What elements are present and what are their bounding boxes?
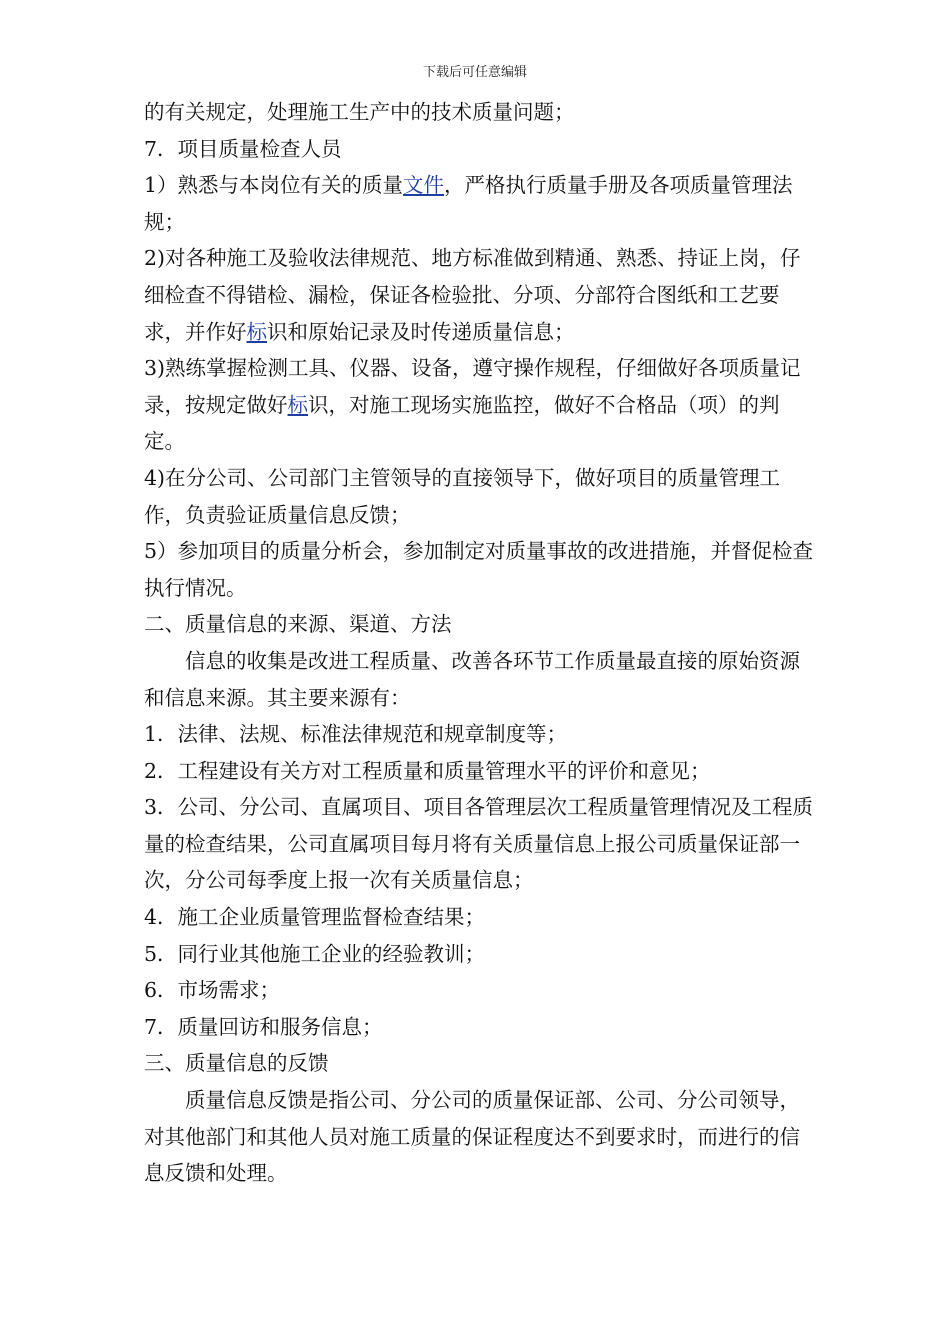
list-item: 4．施工企业质量管理监督检查结果； <box>144 905 486 930</box>
paragraph <box>144 240 814 350</box>
link-wenjian[interactable]: 文件 <box>403 173 445 198</box>
paragraph-text: 3)熟练掌握检测工具、仪器、设备，遵守操作规程，仔细做好各项质量记录，按规定做好 <box>144 356 801 417</box>
link-biao[interactable]: 标 <box>287 392 308 417</box>
list-item: 1．法律、法规、标准法律规范和规章制度等； <box>144 722 568 747</box>
paragraph: 5）参加项目的质量分析会，参加制定对质量事故的改进措施，并督促检查执行情况。 <box>144 539 814 600</box>
paragraph <box>144 350 814 460</box>
paragraph: 质量信息反馈是指公司、分公司的质量保证部、公司、分公司领导，对其他部门和其他人员对施工质量的保证程度达不到要求时，而进行的信息反馈和处理。 <box>144 1088 800 1186</box>
paragraph: 的有关规定，处理施工生产中的技术质量问题； <box>144 100 575 124</box>
section-heading: 二、质量信息的来源、渠道、方法 <box>144 612 452 637</box>
list-item: 5．同行业其他施工企业的经验教训； <box>144 941 486 966</box>
paragraph: 信息的收集是改进工程质量、改善各环节工作质量最直接的原始资源和信息来源。其主要来源有： <box>144 648 800 710</box>
link-biao[interactable]: 标 <box>246 319 267 344</box>
paragraph <box>144 167 814 240</box>
list-item: 7．质量回访和服务信息； <box>144 1014 383 1039</box>
paragraph-text: 1）熟悉与本岗位有关的质量 <box>144 173 404 198</box>
list-item: 3．公司、分公司、直属项目、项目各管理层次工程质量管理情况及工程质量的检查结果，公司直属项目每月将有关质量信息上报公司质量保证部一次，分公司每季度上报一次有关质量信息； <box>144 795 814 893</box>
paragraph-text: 识和原始记录及时传递质量信息； <box>267 319 575 344</box>
list-item: 2．工程建设有关方对工程质量和质量管理水平的评价和意见； <box>144 758 711 783</box>
paragraph-text: 2)对各种施工及验收法律规范、地方标准做到精通、熟悉、持证上岗，仔细检查不得错检、漏检，保证各检验批、分项、分部符合图纸和工艺要求，并作好 <box>144 246 801 344</box>
paragraph: 4)在分公司、公司部门主管领导的直接领导下，做好项目的质量管理工作，负责验证质量信息反馈； <box>144 465 781 527</box>
paragraph-text: ，严格执行质量手册及各项质量管理法规； <box>144 173 793 234</box>
list-item: 6．市场需求； <box>144 978 281 1003</box>
section-heading: 7．项目质量检查人员 <box>144 136 342 161</box>
paragraph-text: 识，对施工现场实施监控，做好不合格品（项）的判定。 <box>144 392 780 454</box>
document-body <box>144 94 814 1192</box>
page-header: 下载后可任意编辑 <box>422 65 527 80</box>
section-heading: 三、质量信息的反馈 <box>144 1051 329 1076</box>
